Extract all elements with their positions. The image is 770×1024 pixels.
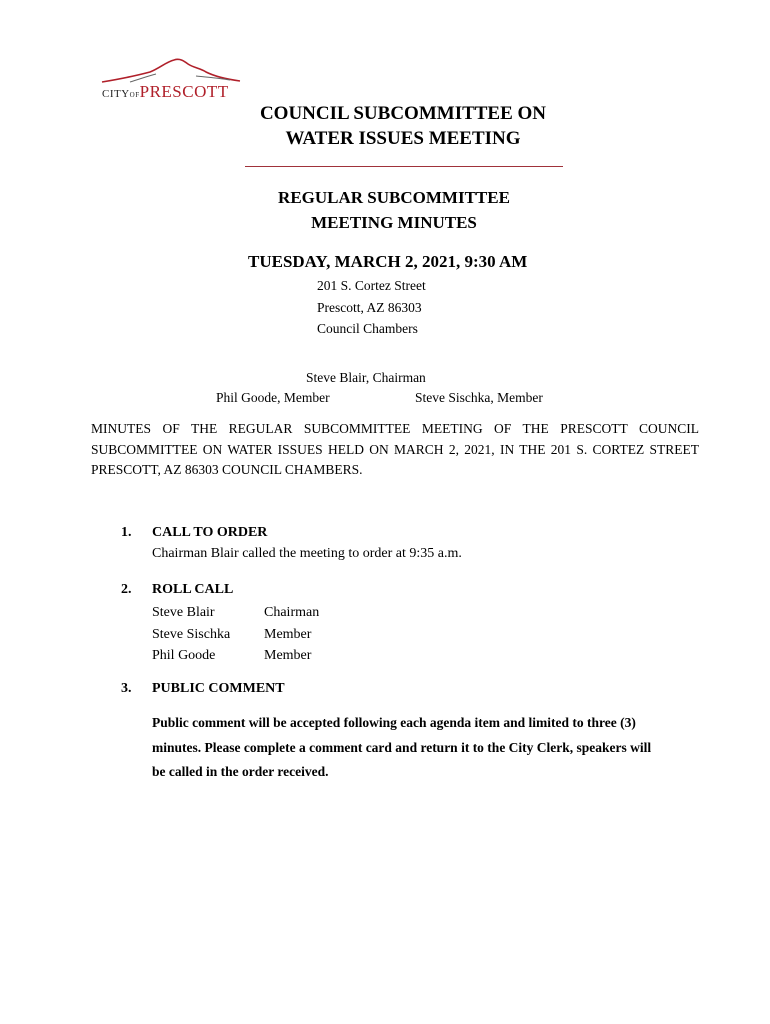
roll-call-name: Steve Sischka	[152, 626, 231, 642]
member-label-2: Steve Sischka, Member	[415, 390, 543, 405]
meeting-address	[317, 275, 426, 340]
minutes-intro: MINUTES OF THE REGULAR SUBCOMMITTEE MEETING OF THE PRESCOTT COUNCIL SUBCOMMITTEE ON WATER ISSUES HELD ON MARCH 2, 2021, IN THE 201 S. CORTEZ STREET PRESCOTT, AZ 86303 COUNCIL CHAMBERS.	[91, 421, 699, 477]
item-text-call-to-order: Chairman Blair called the meeting to order at 9:35 a.m.	[152, 546, 462, 561]
member-label-1: Phil Goode, Member	[216, 390, 330, 405]
subtitle-line-2: MEETING MINUTES	[311, 213, 477, 232]
public-comment-text: Public comment will be accepted following each agenda item and limited to three (3) minutes. Please complete a comment card and return it to the City Clerk, speakers will be called in the order received.	[152, 715, 652, 779]
item-heading-call-to-order: CALL TO ORDER	[152, 525, 268, 540]
meeting-date: TUESDAY, MARCH 2, 2021, 9:30 AM	[248, 252, 528, 271]
item-number: 3.	[121, 681, 132, 696]
subtitle-line-1: REGULAR SUBCOMMITTEE	[278, 188, 510, 207]
document-title	[245, 101, 561, 151]
logo-wordmark	[102, 82, 229, 102]
roll-call-name: Steve Blair	[152, 605, 215, 620]
logo-prescott-text: PRESCOTT	[139, 82, 229, 101]
item-number: 2.	[121, 582, 132, 597]
title-line-1: COUNCIL SUBCOMMITTEE ON	[259, 103, 547, 124]
title-divider	[245, 166, 563, 167]
roll-call-name: Phil Goode	[152, 648, 216, 663]
roll-call-table	[152, 602, 319, 667]
roll-call-role: Member	[264, 626, 312, 642]
address-room: Council Chambers	[317, 321, 418, 336]
logo-of-text: OF	[129, 91, 140, 99]
city-logo	[100, 52, 242, 102]
item-heading-public-comment: PUBLIC COMMENT	[152, 681, 285, 696]
item-heading-roll-call: ROLL CALL	[152, 582, 234, 597]
document-subtitle	[245, 185, 543, 235]
roll-call-role: Chairman	[264, 605, 320, 620]
logo-city-text: CITY	[102, 88, 130, 100]
roll-call-row	[152, 602, 319, 624]
roll-call-role: Member	[264, 648, 312, 663]
item-number: 1.	[121, 525, 132, 540]
address-city: Prescott, AZ 86303	[317, 299, 422, 315]
title-line-2: WATER ISSUES MEETING	[285, 128, 521, 149]
address-street: 201 S. Cortez Street	[317, 278, 426, 293]
chairman-label: Steve Blair, Chairman	[306, 370, 426, 385]
roll-call-row	[152, 624, 319, 646]
roll-call-row	[152, 645, 319, 667]
